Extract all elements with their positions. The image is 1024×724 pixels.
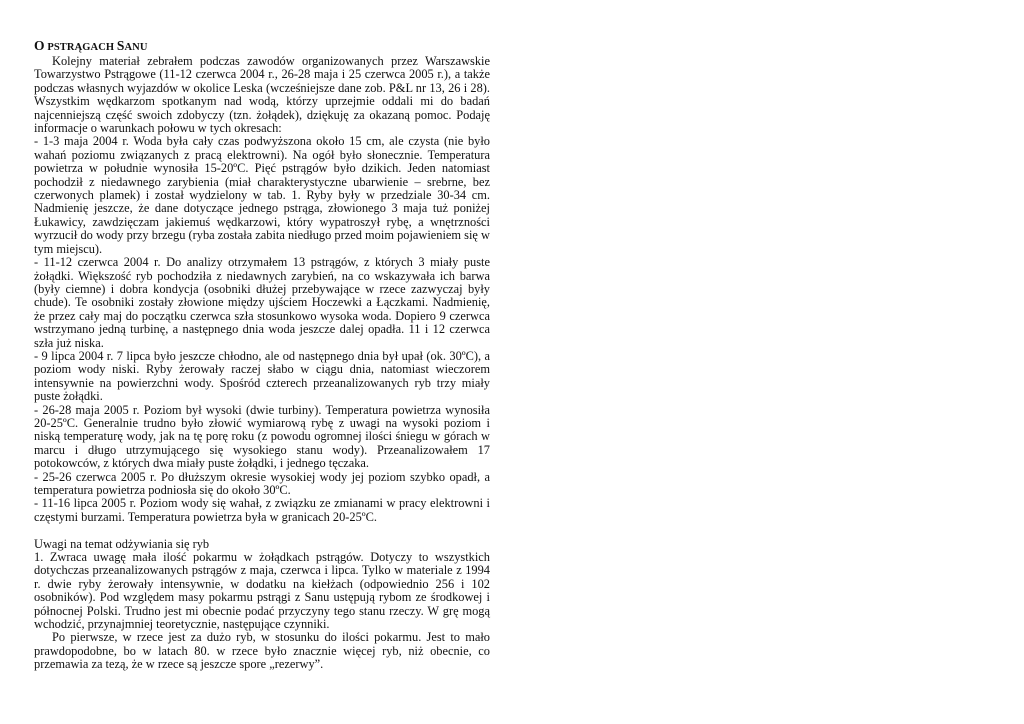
title-smallcaps-1: PSTRĄGACH — [44, 42, 117, 53]
title-initial-o: O — [34, 38, 45, 53]
period-paragraph: - 11-16 lipca 2005 r. Poziom wody się wahał, z związku ze zmianami w pracy elektrowni i częstymi burzami. Temperatura powietrza była w granicach 20-25ºC. — [34, 496, 490, 524]
point-1-continuation: Po pierwsze, w rzece jest za dużo ryb, w stosunku do ilości pokarmu. Jest to mało prawdopodobne, bo w latach 80. w rzece było znacznie więcej ryb, niż obecnie, co przemawia za tezą, że w rzece są jeszcze spore „rezerwy”. — [34, 630, 490, 672]
period-paragraph: - 26-28 maja 2005 r. Poziom był wysoki (dwie turbiny). Temperatura powietrza wynosiła 20-25ºC. Generalnie trudno było złowić wymiarową rybę z uwagi na wysoki poziom i niską temperaturę wody, jak na tę porę roku (z powodu ogromnej ilości śniegu w górach w marcu i długo utrzymującego się wysokiego stanu wody). Przeanalizowałem 17 potokowców, z których dwa miały puste żołądki, i jednego tęczaka. — [34, 402, 490, 471]
intro-paragraph: Kolejny materiał zebrałem podczas zawodów organizowanych przez Warszawskie Towarzystwo Pstrągowe (11-12 czerwca 2004 r., 26-28 maja i 25 czerwca 2005 r.), a także podczas własnych wyjazdów w okolice Leska (wcześniejsze dane zob. P&L nr 13, 26 i 28). Wszystkim wędkarzom spotkanym nad wodą, którzy uprzejmie oddali mi do badań najcenniejszą część swoich zdobyczy (tzn. żołądek), dziękuję za okazaną pomoc. Podaję informacje o warunkach połowu w tych okresach: — [34, 54, 490, 136]
title-smallcaps-2: ANU — [124, 42, 148, 53]
period-paragraph: - 1-3 maja 2004 r. Woda była cały czas podwyższona około 15 cm, ale czysta (nie było wahań poziomu związanych z pracą elektrowni). Na ogół było słonecznie. Temperatura powietrza w południe wynosiła 15-20ºC. Pięć pstrągów było dzikich. Jeden natomiast pochodził z niedawnego zarybienia (miał charakterystyczne ubarwienie – srebrne, bez czerwonych plamek) i został wydzielony w tab. 1. Ryby były w przedziale 30-34 cm. Nadmienię jeszcze, że dane dotyczące jednego pstrąga, złowionego 3 maja tuż poniżej Łukawicy, zawdzięczam jakiemuś wędkarzowi, który wypatroszył rybę, a wnętrzności wyrzucił do wody przy brzegu (ryba została zabita niedługo przed moim pojawieniem się w tym miejscu). — [34, 134, 490, 256]
article-title — [34, 38, 490, 55]
section-heading: Uwagi na temat odżywiania się ryb — [34, 536, 210, 551]
period-paragraph: - 11-12 czerwca 2004 r. Do analizy otrzymałem 13 pstrągów, z których 3 miały puste żołądki. Większość ryb pochodziła z niedawnych zarybień, na co wskazywała ich barwa (były ciemne) i dobra kondycja (osobniki dłużej przebywające w rzece zazwyczaj były chude). Te osobniki zostały złowione między ujściem Hoczewki a Łączkami. Nadmienię, że przez cały maj do początku czerwca szła stosunkowo wysoka woda. Dopiero 9 czerwca wstrzymano jedną turbinę, a następnego dnia woda jeszcze dalej opadła. 11 i 12 czerwca szła już niska. — [34, 255, 490, 350]
text-column — [34, 38, 490, 672]
title-initial-s: S — [116, 38, 125, 53]
paragraph-gap — [34, 524, 490, 537]
point-1-paragraph: 1. Zwraca uwagę mała ilość pokarmu w żołądkach pstrągów. Dotyczy to wszystkich dotychczas przeanalizowanych pstrągów z maja, czerwca i lipca. Tylko w materiale z 1994 r. dwie ryby żerowały intensywnie, w dodatku na kiełżach (odpowiednio 256 i 102 osobników). Pod względem masy pokarmu pstrągi z Sanu ustępują rybom ze środkowej i północnej Polski. Trudno jest mi obecnie podać przyczyny tego stanu rzeczy. W grę mogą wchodzić, przynajmniej teoretycznie, następujące czynniki. — [34, 550, 490, 632]
period-paragraph: - 9 lipca 2004 r. 7 lipca było jeszcze chłodno, ale od następnego dnia był upał (ok. 30ºC), a poziom wody niski. Ryby żerowały raczej słabo w ciągu dnia, natomiast wieczorem intensywnie na powierzchni wody. Spośród czterech przeanalizowanych ryb trzy miały puste żołądki. — [34, 348, 490, 404]
period-paragraph: - 25-26 czerwca 2005 r. Po dłuższym okresie wysokiej wody jej poziom szybko opadł, a temperatura powietrza podniosła się do około 30ºC. — [34, 469, 490, 497]
